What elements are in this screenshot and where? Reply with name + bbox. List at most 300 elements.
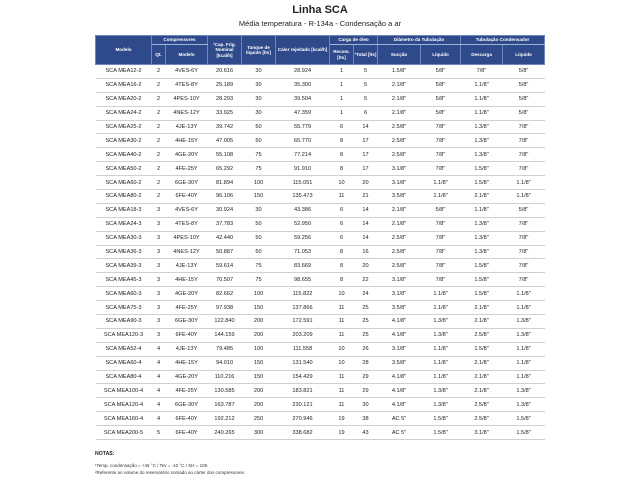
cell-oleo-total: 5 [354,78,378,92]
table-row [96,231,545,245]
cell-tanque: 300 [242,426,276,440]
cell-qt: 3 [152,231,166,245]
cell-tanque: 30 [242,92,276,106]
cell-tanque: 100 [242,342,276,356]
cell-oleo-total: 17 [354,148,378,162]
cell-cap-frig: 97.938 [208,301,242,315]
cell-descarga: 1.5/8" [461,162,503,176]
cell-oleo-total: 17 [354,162,378,176]
cell-tanque: 100 [242,176,276,190]
table-row [96,328,545,342]
cell-tanque: 75 [242,162,276,176]
cell-cap-frig: 110.216 [208,370,242,384]
cell-liquido: 5/8" [421,106,461,120]
cell-compressor-modelo: 4NES-12Y [166,245,208,259]
cell-cap-frig: 79.485 [208,342,242,356]
cell-calor-rejeitado: 55.779 [276,120,330,134]
cell-succao: 3.1/8" [378,287,421,301]
cell-qt: 2 [152,65,166,79]
cell-descarga: 2.5/8" [461,328,503,342]
cell-oleo-recom: 10 [330,287,354,301]
cell-oleo-total: 43 [354,426,378,440]
cell-oleo-recom: 1 [330,106,354,120]
header-cap-frig: ¹Cap. Frig. Nominal [kcal/h] [208,36,242,65]
cell-descarga: 1.1/8" [461,106,503,120]
table-body [96,65,545,440]
cell-modelo: SCA MEA18-3 [96,203,152,217]
cell-liquido-cond: 5/8" [503,78,545,92]
cell-qt: 4 [152,356,166,370]
cell-oleo-recom: 19 [330,426,354,440]
cell-oleo-recom: 8 [330,134,354,148]
cell-modelo: SCA MEA75-3 [96,301,152,315]
cell-tanque: 150 [242,370,276,384]
cell-descarga: 1.3/8" [461,217,503,231]
cell-descarga: 2.1/8" [461,384,503,398]
cell-qt: 3 [152,301,166,315]
table-row [96,203,545,217]
cell-succao: 4.1/8" [378,315,421,329]
cell-liquido: 1.1/8" [421,176,461,190]
cell-modelo: SCA MEA20-2 [96,92,152,106]
cell-qt: 2 [152,190,166,204]
cell-compressor-modelo: 4JE-13Y [166,342,208,356]
cell-cap-frig: 81.894 [208,176,242,190]
cell-tanque: 50 [242,217,276,231]
header-carga-oleo: Carga de óleo [330,36,378,45]
cell-compressor-modelo: 6GE-30Y [166,176,208,190]
cell-oleo-recom: 1 [330,78,354,92]
cell-calor-rejeitado: 98.655 [276,273,330,287]
cell-compressor-modelo: 6FE-40Y [166,328,208,342]
cell-succao: 4.1/8" [378,398,421,412]
cell-modelo: SCA MEA30-2 [96,134,152,148]
cell-oleo-total: 29 [354,370,378,384]
cell-descarga: 2.1/8" [461,190,503,204]
header-liquido-cond: Líquido [503,45,545,65]
cell-succao: 2.1/8" [378,203,421,217]
cell-oleo-recom: 11 [330,398,354,412]
cell-oleo-recom: 11 [330,190,354,204]
cell-qt: 2 [152,148,166,162]
cell-descarga: 2.1/8" [461,301,503,315]
cell-succao: 3.1/8" [378,176,421,190]
cell-calor-rejeitado: 154.429 [276,370,330,384]
cell-calor-rejeitado: 115.822 [276,287,330,301]
page-title: Linha SCA [292,4,348,16]
cell-calor-rejeitado: 203.209 [276,328,330,342]
cell-descarga: 2.1/8" [461,356,503,370]
cell-cap-frig: 144.159 [208,328,242,342]
cell-liquido-cond: 7/8" [503,231,545,245]
table-row [96,315,545,329]
cell-oleo-recom: 11 [330,370,354,384]
cell-tanque: 200 [242,384,276,398]
cell-calor-rejeitado: 115.051 [276,176,330,190]
cell-liquido-cond: 1.3/8" [503,328,545,342]
cell-liquido-cond: 5/8" [503,106,545,120]
table-row [96,356,545,370]
cell-descarga: 2.1/8" [461,315,503,329]
cell-calor-rejeitado: 35.300 [276,78,330,92]
cell-succao: 3.5/8" [378,301,421,315]
cell-modelo: SCA MEA60-3 [96,287,152,301]
cell-calor-rejeitado: 111.558 [276,342,330,356]
cell-cap-frig: 192.212 [208,412,242,426]
cell-liquido-cond: 7/8" [503,273,545,287]
cell-calor-rejeitado: 91.910 [276,162,330,176]
cell-descarga: 7/8" [461,65,503,79]
table-row [96,106,545,120]
cell-descarga: 1.3/8" [461,245,503,259]
table-row [96,370,545,384]
cell-descarga: 1.5/8" [461,176,503,190]
cell-tanque: 50 [242,120,276,134]
table-row [96,92,545,106]
cell-liquido: 7/8" [421,162,461,176]
cell-succao: 1.5/8" [378,65,421,79]
cell-tanque: 200 [242,398,276,412]
cell-calor-rejeitado: 43.386 [276,203,330,217]
cell-modelo: SCA MEA200-5 [96,426,152,440]
cell-oleo-total: 14 [354,231,378,245]
cell-succao: 2.1/8" [378,106,421,120]
cell-liquido-cond: 7/8" [503,245,545,259]
cell-modelo: SCA MEA24-3 [96,217,152,231]
cell-succao: 2.5/8" [378,231,421,245]
cell-oleo-recom: 8 [330,148,354,162]
cell-liquido-cond: 1.1/8" [503,342,545,356]
cell-compressor-modelo: 6FE-40Y [166,426,208,440]
cell-liquido-cond: 7/8" [503,162,545,176]
cell-calor-rejeitado: 135.473 [276,190,330,204]
cell-cap-frig: 33.925 [208,106,242,120]
cell-liquido: 1.1/8" [421,287,461,301]
cell-liquido: 7/8" [421,217,461,231]
cell-cap-frig: 50.887 [208,245,242,259]
cell-compressor-modelo: 4HE-15Y [166,273,208,287]
cell-tanque: 30 [242,78,276,92]
cell-liquido-cond: 7/8" [503,259,545,273]
cell-calor-rejeitado: 65.770 [276,134,330,148]
cell-calor-rejeitado: 137.866 [276,301,330,315]
cell-liquido: 1.1/8" [421,370,461,384]
cell-compressor-modelo: 4VES-6Y [166,203,208,217]
cell-descarga: 1.5/8" [461,287,503,301]
cell-compressor-modelo: 4HE-15Y [166,356,208,370]
cell-qt: 2 [152,106,166,120]
cell-liquido-cond: 1.1/8" [503,287,545,301]
table-row [96,426,545,440]
cell-cap-frig: 163.787 [208,398,242,412]
cell-oleo-total: 25 [354,301,378,315]
cell-succao: 3.1/8" [378,273,421,287]
cell-qt: 3 [152,328,166,342]
cell-calor-rejeitado: 59.256 [276,231,330,245]
cell-tanque: 50 [242,134,276,148]
cell-qt: 3 [152,273,166,287]
cell-modelo: SCA MEA45-3 [96,273,152,287]
cell-descarga: 1.5/8" [461,259,503,273]
cell-oleo-recom: 6 [330,231,354,245]
cell-modelo: SCA MEA16-2 [96,78,152,92]
cell-tanque: 30 [242,65,276,79]
cell-descarga: 1.1/8" [461,78,503,92]
header-tub-cond: Tubulação Condensador [461,36,545,45]
cell-cap-frig: 65.292 [208,162,242,176]
header-recom: Recom. [lts] [330,45,354,65]
cell-calor-rejeitado: 39.504 [276,92,330,106]
cell-oleo-recom: 8 [330,259,354,273]
cell-oleo-total: 14 [354,217,378,231]
cell-compressor-modelo: 6GE-30Y [166,398,208,412]
cell-tanque: 30 [242,203,276,217]
cell-oleo-total: 5 [354,92,378,106]
cell-liquido: 7/8" [421,245,461,259]
cell-cap-frig: 30.924 [208,203,242,217]
cell-calor-rejeitado: 338.682 [276,426,330,440]
cell-modelo: SCA MEA30-3 [96,231,152,245]
cell-succao: 3.1/8" [378,162,421,176]
cell-tanque: 50 [242,245,276,259]
note-1: ¹Temp. condensação = +45 °C / Tev = -10 °C / SH = 10K [95,463,208,468]
cell-compressor-modelo: 4GE-20Y [166,370,208,384]
cell-cap-frig: 20.616 [208,65,242,79]
cell-liquido-cond: 1.3/8" [503,398,545,412]
cell-oleo-recom: 10 [330,176,354,190]
cell-calor-rejeitado: 28.924 [276,65,330,79]
cell-compressor-modelo: 4NES-12Y [166,106,208,120]
cell-liquido-cond: 1.1/8" [503,190,545,204]
cell-cap-frig: 82.662 [208,287,242,301]
cell-tanque: 30 [242,106,276,120]
cell-cap-frig: 240.265 [208,426,242,440]
table-row [96,162,545,176]
cell-compressor-modelo: 4HE-15Y [166,134,208,148]
header-compressores: Compressores [152,36,208,45]
cell-qt: 2 [152,78,166,92]
header-total: ²Total [lts] [354,45,378,65]
cell-qt: 4 [152,370,166,384]
cell-liquido-cond: 1.1/8" [503,356,545,370]
cell-compressor-modelo: 6FE-40Y [166,412,208,426]
cell-compressor-modelo: 4PES-10Y [166,231,208,245]
cell-descarga: 2.5/8" [461,398,503,412]
cell-oleo-total: 38 [354,412,378,426]
table-row [96,245,545,259]
cell-cap-frig: 59.614 [208,259,242,273]
table-row [96,134,545,148]
cell-compressor-modelo: 4GE-20Y [166,287,208,301]
cell-calor-rejeitado: 77.214 [276,148,330,162]
header-tanque: Tanque de líquido [lts] [242,36,276,65]
cell-oleo-recom: 8 [330,245,354,259]
cell-liquido: 1.1/8" [421,356,461,370]
cell-modelo: SCA MEA120-4 [96,398,152,412]
cell-descarga: 2.1/8" [461,370,503,384]
cell-compressor-modelo: 4VES-6Y [166,65,208,79]
header-succao: Sucção [378,45,421,65]
cell-liquido: 7/8" [421,148,461,162]
cell-oleo-total: 20 [354,259,378,273]
cell-liquido-cond: 1.3/8" [503,384,545,398]
cell-tanque: 75 [242,273,276,287]
cell-tanque: 100 [242,287,276,301]
cell-liquido-cond: 7/8" [503,134,545,148]
cell-tanque: 75 [242,259,276,273]
cell-tanque: 150 [242,190,276,204]
cell-oleo-recom: 11 [330,315,354,329]
cell-liquido: 1.3/8" [421,384,461,398]
cell-liquido: 1.3/8" [421,315,461,329]
cell-modelo: SCA MEA60-4 [96,356,152,370]
cell-liquido: 7/8" [421,120,461,134]
cell-oleo-total: 14 [354,120,378,134]
cell-qt: 2 [152,120,166,134]
cell-descarga: 1.1/8" [461,203,503,217]
cell-descarga: 1.1/8" [461,92,503,106]
cell-compressor-modelo: 4JE-13Y [166,259,208,273]
cell-modelo: SCA MEA80-2 [96,190,152,204]
cell-liquido: 1.3/8" [421,398,461,412]
cell-succao: 4.1/8" [378,384,421,398]
cell-succao: 2.5/8" [378,259,421,273]
cell-calor-rejeitado: 71.053 [276,245,330,259]
cell-qt: 4 [152,412,166,426]
cell-liquido-cond: 1.3/8" [503,315,545,329]
cell-liquido: 5/8" [421,65,461,79]
cell-oleo-total: 25 [354,315,378,329]
cell-liquido-cond: 1.1/8" [503,370,545,384]
cell-modelo: SCA MEA36-3 [96,245,152,259]
cell-liquido: 1.5/8" [421,426,461,440]
cell-modelo: SCA MEA160-4 [96,412,152,426]
cell-succao: 2.1/8" [378,78,421,92]
header-diametro: Diâmetro da Tubulação [378,36,461,45]
table-row [96,273,545,287]
cell-succao: 2.5/8" [378,245,421,259]
table-row [96,287,545,301]
cell-oleo-total: 17 [354,134,378,148]
cell-succao: AC 5" [378,412,421,426]
cell-oleo-total: 22 [354,273,378,287]
cell-oleo-recom: 1 [330,92,354,106]
cell-calor-rejeitado: 230.121 [276,398,330,412]
cell-oleo-total: 6 [354,106,378,120]
cell-liquido: 7/8" [421,231,461,245]
cell-oleo-total: 14 [354,203,378,217]
cell-succao: 2.5/8" [378,148,421,162]
cell-descarga: 1.3/8" [461,231,503,245]
cell-calor-rejeitado: 131.540 [276,356,330,370]
cell-modelo: SCA MEA52-4 [96,342,152,356]
cell-oleo-total: 26 [354,342,378,356]
cell-qt: 4 [152,342,166,356]
cell-liquido: 5/8" [421,92,461,106]
table-row [96,148,545,162]
cell-modelo: SCA MEA40-2 [96,148,152,162]
cell-qt: 3 [152,245,166,259]
cell-qt: 3 [152,259,166,273]
cell-descarga: 1.3/8" [461,148,503,162]
cell-oleo-recom: 1 [330,65,354,79]
cell-oleo-recom: 8 [330,162,354,176]
cell-oleo-recom: 10 [330,356,354,370]
cell-liquido-cond: 5/8" [503,203,545,217]
table-row [96,176,545,190]
cell-calor-rejeitado: 47.359 [276,106,330,120]
cell-compressor-modelo: 4TES-8Y [166,217,208,231]
cell-liquido-cond: 1.1/8" [503,176,545,190]
cell-cap-frig: 25.189 [208,78,242,92]
cell-cap-frig: 96.106 [208,190,242,204]
cell-qt: 3 [152,315,166,329]
cell-descarga: 1.5/8" [461,273,503,287]
cell-calor-rejeitado: 183.821 [276,384,330,398]
cell-qt: 4 [152,384,166,398]
cell-cap-frig: 42.440 [208,231,242,245]
cell-liquido: 7/8" [421,259,461,273]
cell-tanque: 200 [242,328,276,342]
cell-liquido-cond: 1.5/8" [503,412,545,426]
cell-liquido-cond: 7/8" [503,217,545,231]
table-row [96,384,545,398]
cell-succao: 4.1/8" [378,370,421,384]
cell-modelo: SCA MEA25-2 [96,120,152,134]
table-row [96,342,545,356]
cell-oleo-total: 24 [354,287,378,301]
cell-oleo-recom: 11 [330,301,354,315]
cell-compressor-modelo: 6GE-30Y [166,315,208,329]
specs-table [95,35,545,440]
cell-oleo-recom: 11 [330,384,354,398]
cell-descarga: 3.1/8" [461,426,503,440]
cell-tanque: 250 [242,412,276,426]
cell-cap-frig: 28.293 [208,92,242,106]
cell-succao: 2.5/8" [378,120,421,134]
cell-oleo-total: 29 [354,384,378,398]
cell-cap-frig: 70.507 [208,273,242,287]
cell-tanque: 50 [242,231,276,245]
cell-calor-rejeitado: 270.946 [276,412,330,426]
cell-qt: 2 [152,162,166,176]
header-calor: Calor rejeitado [kcal/h] [276,36,330,65]
cell-succao: AC 5" [378,426,421,440]
cell-qt: 2 [152,134,166,148]
cell-tanque: 75 [242,148,276,162]
cell-succao: 3.1/8" [378,342,421,356]
cell-liquido: 1.5/8" [421,412,461,426]
cell-liquido-cond: 7/8" [503,120,545,134]
cell-oleo-recom: 19 [330,412,354,426]
header-modelo: Modelo [96,36,152,65]
cell-oleo-recom: 11 [330,328,354,342]
cell-liquido-cond: 7/8" [503,148,545,162]
cell-compressor-modelo: 6FE-40Y [166,190,208,204]
cell-cap-frig: 55.108 [208,148,242,162]
cell-modelo: SCA MEA60-2 [96,176,152,190]
cell-oleo-recom: 8 [330,273,354,287]
cell-liquido-cond: 1.1/8" [503,301,545,315]
table-row [96,259,545,273]
cell-qt: 5 [152,426,166,440]
cell-oleo-recom: 6 [330,120,354,134]
cell-liquido: 5/8" [421,78,461,92]
cell-modelo: SCA MEA80-4 [96,370,152,384]
cell-modelo: SCA MEA24-2 [96,106,152,120]
cell-cap-frig: 130.585 [208,384,242,398]
cell-modelo: SCA MEA12-2 [96,65,152,79]
